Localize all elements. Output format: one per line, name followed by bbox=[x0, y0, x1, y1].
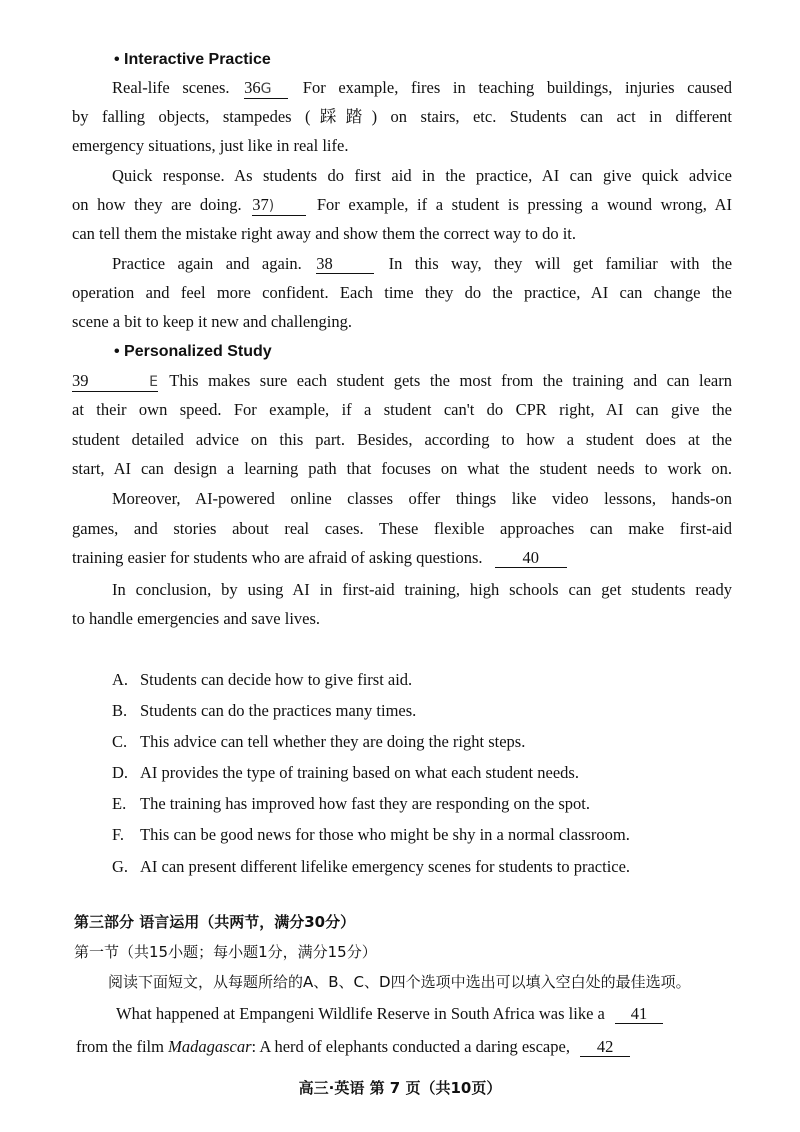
paragraph-line: operation and feel more confident. Each time they do the practice, AI can change the bbox=[72, 283, 732, 302]
instruction: 阅读下面短文，从每题所给的A、B、C、D四个选项中选出可以填入空白处的最佳选项。 bbox=[108, 973, 691, 991]
paragraph-line: scene a bit to keep it new and challenging. bbox=[72, 312, 352, 331]
paragraph-line: by falling objects, stampedes (踩踏) on stairs, etc. Students can act in different bbox=[72, 107, 732, 126]
paragraph-line: student detailed advice on this part. Besides, according to how a student does at the bbox=[72, 430, 732, 449]
option-f: F. This can be good news for those who might be shy in a normal classroom. bbox=[112, 825, 630, 844]
paragraph-line: emergency situations, just like in real life. bbox=[72, 136, 349, 155]
paragraph-line: What happened at Empangeni Wildlife Reserve in South Africa was like a 41 bbox=[116, 1004, 736, 1024]
page-footer: 高三·英语 第 7 页（共10页） bbox=[298, 1079, 502, 1097]
blank-38: 38 bbox=[316, 255, 374, 274]
paragraph-line: games, and stories about real cases. These flexible approaches can make first-aid bbox=[72, 519, 732, 538]
paragraph-line: 39 E This makes sure each student gets the most from the training and can learn bbox=[72, 371, 733, 390]
blank-41: 41 bbox=[615, 1005, 663, 1024]
section1-title: 第一节（共15小题；每小题1分，满分15分） bbox=[74, 943, 377, 961]
blank-40: 40 bbox=[495, 549, 567, 568]
paragraph-line: Practice again and again. 38 In this way, they will get familiar with the bbox=[112, 254, 733, 273]
paragraph-line: Quick response. As students do first aid in the practice, AI can give quick advice bbox=[112, 166, 732, 185]
paragraph-line: can tell them the mistake right away and show them the correct way to do it. bbox=[72, 224, 577, 243]
paragraph-line: start, AI can design a learning path that focuses on what the student needs to work on. bbox=[72, 459, 732, 478]
film-title: Madagascar bbox=[168, 1037, 252, 1056]
paragraph-line: training easier for students who are afraid of asking questions. 40 bbox=[72, 548, 732, 568]
paragraph-line: at their own speed. For example, if a student can't do CPR right, AI can give the bbox=[72, 400, 732, 419]
section-heading-interactive: • Interactive Practice bbox=[114, 51, 271, 68]
option-b: B. Students can do the practices many times. bbox=[112, 701, 417, 720]
blank-36: 36G bbox=[244, 79, 288, 99]
paragraph-line: In conclusion, by using AI in first-aid training, high schools can get students ready bbox=[112, 580, 732, 599]
paragraph-line: on how they are doing. 37) For example, if a student is pressing a wound wrong, AI bbox=[72, 195, 733, 214]
part3-title: 第三部分 语言运用（共两节，满分30分） bbox=[74, 913, 356, 931]
option-c: C. This advice can tell whether they are doing the right steps. bbox=[112, 732, 526, 751]
blank-39: 39 E bbox=[72, 371, 158, 390]
paragraph-line: to handle emergencies and save lives. bbox=[72, 609, 321, 628]
paragraph-line: Moreover, AI-powered online classes offer things like video lessons, hands-on bbox=[112, 489, 732, 508]
option-g: G. AI can present different lifelike emergency scenes for students to practice. bbox=[112, 857, 631, 876]
paragraph-line: from the film Madagascar: A herd of elephants conducted a daring escape, 42 bbox=[76, 1037, 736, 1057]
option-d: D. AI provides the type of training based on what each student needs. bbox=[112, 763, 579, 782]
blank-42: 42 bbox=[580, 1038, 630, 1057]
paragraph-line: Real-life scenes. 36G For example, fires in teaching buildings, injuries caused bbox=[112, 78, 733, 97]
blank-37: 37) bbox=[252, 196, 306, 216]
option-a: A. Students can decide how to give first aid. bbox=[112, 670, 413, 689]
option-e: E. The training has improved how fast they are responding on the spot. bbox=[112, 794, 590, 813]
handwritten-answer: ) bbox=[268, 198, 275, 214]
handwritten-answer: E bbox=[149, 374, 158, 390]
handwritten-answer: G bbox=[260, 81, 272, 97]
section-heading-personalized: • Personalized Study bbox=[114, 343, 272, 360]
